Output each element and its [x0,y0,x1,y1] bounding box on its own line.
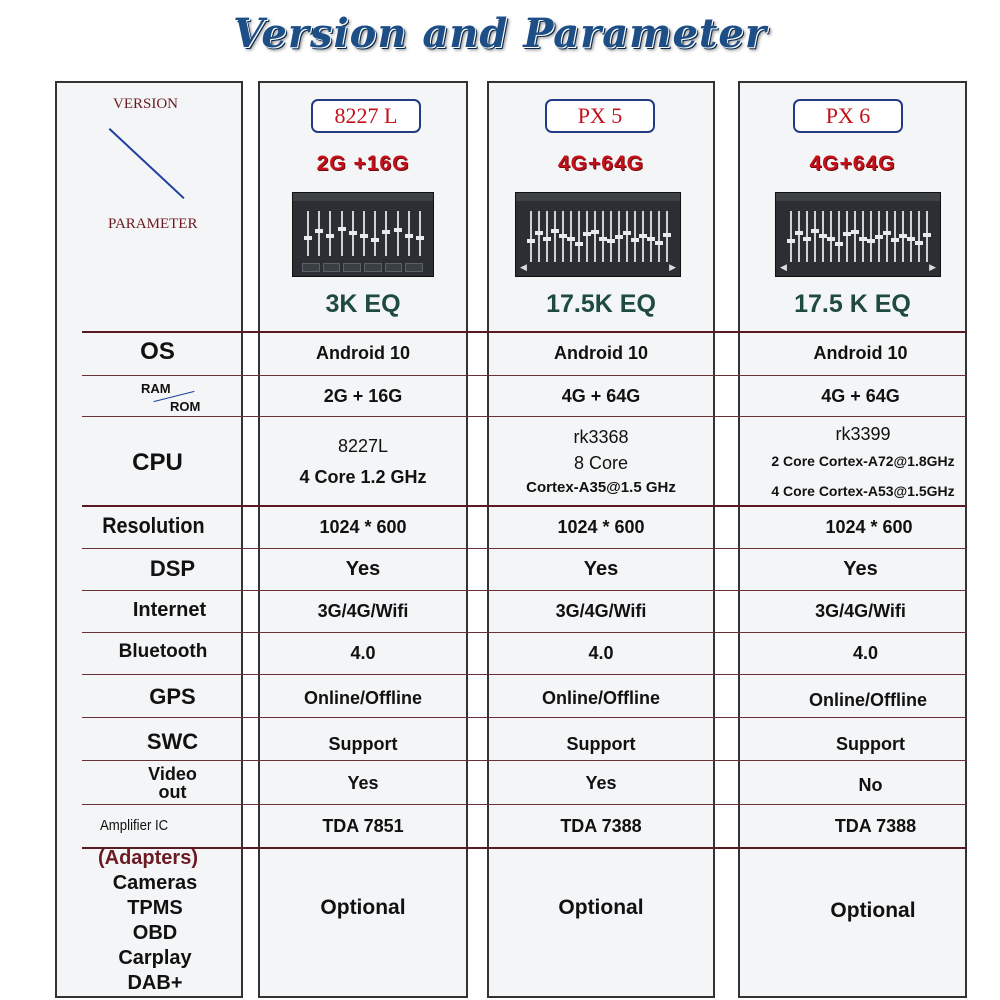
eq-slider-knob [326,234,334,238]
eq-preset-button [302,263,320,272]
eq-screenshot-px5 [515,192,681,277]
eq-slider-track [838,211,840,262]
eq-slider-knob [639,234,647,238]
cell-bluetooth-px6: 4.0 [852,643,879,664]
eq-slider-track [586,211,588,262]
adapter-item: Carplay [118,947,192,969]
eq-prev-arrow-icon: ◀ [520,262,527,272]
cell-bluetooth-8227l: 4.0 [350,643,376,664]
eq-screenshot-8227l [292,192,434,277]
eq-slider-knob [631,238,639,242]
eq-slider-knob [647,237,655,241]
eq-slider-track [854,211,856,262]
eq-slider-knob [875,235,883,239]
cell-internet-8227l: 3G/4G/Wifi [317,601,409,622]
eq-slider-knob [349,231,357,235]
row-label-dsp: DSP [149,556,196,581]
eq-slider-knob [859,237,867,241]
eq-slider-knob [907,237,915,241]
eq-slider-knob [795,231,803,235]
cpu-little-cores: 4 Core Cortex-A53@1.5GHz [771,482,955,499]
row-label-ram: RAM [141,381,171,396]
eq-slider-track [538,211,540,262]
cell-ram-px6: 4G + 64G [821,385,900,406]
cell-os-8227l: Android 10 [315,343,410,364]
eq-slider-knob [416,236,424,240]
eq-preset-button [405,263,423,272]
model-badge-8227l: 8227 L [311,99,421,133]
row-label-os: OS [140,338,175,365]
eq-slider-knob [867,239,875,243]
eq-slider-track [374,211,376,256]
corner-version-label: VERSION [113,96,179,112]
cell-ram-px5: 4G + 64G [561,385,641,406]
capacity-px6: 4G+64G [809,152,896,175]
eq-preset-button [385,263,403,272]
row-divider [82,674,967,675]
row-label-rom: ROM [170,399,201,414]
row-label-cpu: CPU [132,449,183,476]
adapter-item: OBD [132,922,178,944]
cell-resolution-8227l: 1024 * 600 [319,516,407,537]
eq-slider-knob [535,231,543,235]
cell-amplifier-8227l: TDA 7851 [322,815,404,836]
eq-slider-knob [371,238,379,242]
eq-screenshot-px6 [775,192,941,277]
cell-os-px5: Android 10 [553,343,648,364]
eq-slider-track [318,211,320,256]
cell-cpu-8227l [258,419,468,504]
eq-slider-knob [304,236,312,240]
status-bar [293,193,433,201]
cell-internet-px6: 3G/4G/Wifi [815,601,906,622]
eq-slider-knob [543,237,551,241]
eq-slider-track [626,211,628,262]
eq-slider-knob [915,241,923,245]
cell-amplifier-px5: TDA 7388 [560,815,642,836]
eq-label-px5: 17.5K EQ [546,290,656,318]
eq-label-8227l: 3K EQ [325,290,401,318]
row-label-video: Video [148,764,197,784]
cpu-chip: 8227L [337,436,389,456]
eq-slider-knob [655,241,663,245]
eq-slider-track [658,211,660,262]
eq-slider-knob [394,228,402,232]
cell-dsp-px5: Yes [583,558,619,580]
eq-slider-knob [527,239,535,243]
cell-video-px6: No [858,774,883,795]
row-label-amplifier: Amplifier IC [100,817,169,834]
cell-swc-8227l: Support [328,733,398,754]
capacity-px5: 4G+64G [558,152,644,175]
eq-slider-track [634,211,636,262]
cpu-big-cores: 2 Core Cortex-A72@1.8GHz [771,453,955,470]
row-label-video-out: out [158,782,187,802]
eq-slider-knob [607,239,615,243]
row-label-gps: GPS [149,684,196,709]
cell-bluetooth-px5: 4.0 [588,643,614,664]
cell-adapters-px6: Optional [830,898,916,922]
eq-slider-knob [405,234,413,238]
cell-dsp-px6: Yes [843,558,878,580]
adapter-item: DAB+ [127,972,183,994]
adapter-item: TPMS [127,897,183,919]
eq-slider-track [397,211,399,256]
row-label-resolution: Resolution [102,513,205,538]
cell-swc-px5: Support [566,733,636,754]
eq-slider-knob [851,230,859,234]
eq-slider-knob [923,233,931,237]
eq-slider-knob [599,237,607,241]
eq-slider-track [790,211,792,262]
eq-slider-track [846,211,848,262]
model-badge-px5: PX 5 [545,99,655,133]
eq-slider-knob [819,234,827,238]
status-bar [516,193,680,201]
page-title: Version and Parameter [233,10,767,57]
row-divider [82,416,967,417]
cpu-chip: rk3368 [573,426,629,447]
eq-slider-track [419,211,421,256]
row-label-swc: SWC [146,729,199,754]
cell-gps-8227l: Online/Offline [303,687,422,708]
cell-gps-px6: Online/Offline [808,689,927,710]
cell-amplifier-px6: TDA 7388 [834,815,917,836]
eq-next-arrow-icon: ▶ [669,262,676,272]
cpu-cores: 4 Core 1.2 GHz [299,466,427,487]
eq-prev-arrow-icon: ◀ [780,262,787,272]
cpu-chip: rk3399 [835,423,891,444]
eq-preset-button [323,263,341,272]
eq-slider-knob [803,237,811,241]
eq-slider-track [594,211,596,262]
eq-slider-knob [315,229,323,233]
row-label-internet: Internet [132,599,207,621]
eq-slider-knob [591,230,599,234]
eq-slider-track [894,211,896,262]
eq-slider-knob [811,229,819,233]
model-badge-px6: PX 6 [793,99,903,133]
cell-adapters-8227l: Optional [320,895,406,919]
eq-preset-button [343,263,361,272]
eq-slider-track [798,211,800,262]
eq-slider-knob [827,237,835,241]
eq-slider-knob [567,237,575,241]
cell-video-px5: Yes [585,772,617,793]
cell-gps-px5: Online/Offline [541,687,660,708]
eq-preset-button [364,263,382,272]
capacity-8227l: 2G +16G [316,152,410,175]
eq-slider-knob [575,242,583,246]
eq-slider-track [554,211,556,262]
eq-label-px6: 17.5 K EQ [794,290,911,318]
eq-slider-knob [615,235,623,239]
eq-slider-track [530,211,532,262]
row-label-bluetooth: Bluetooth [118,641,208,662]
eq-slider-track [814,211,816,262]
eq-slider-track [886,211,888,262]
cpu-cores: 8 Core [573,453,629,474]
eq-slider-knob [891,238,899,242]
eq-slider-track [578,211,580,262]
cell-video-8227l: Yes [347,772,379,793]
eq-slider-knob [551,229,559,233]
cell-ram-8227l: 2G + 16G [323,385,403,406]
adapter-item: Cameras [112,872,198,894]
eq-slider-track [870,211,872,262]
eq-slider-knob [883,231,891,235]
cell-adapters-px5: Optional [558,895,644,919]
cpu-arch: Cortex-A35@1.5 GHz [526,478,676,496]
cell-swc-px6: Support [836,733,905,754]
eq-next-arrow-icon: ▶ [929,262,936,272]
eq-slider-track [307,211,309,256]
eq-slider-track [610,211,612,262]
eq-slider-knob [382,230,390,234]
cell-internet-px5: 3G/4G/Wifi [555,601,647,622]
eq-slider-knob [559,234,567,238]
row-label-adapters: (Adapters) [97,847,198,869]
eq-slider-knob [899,234,907,238]
corner-parameter-label: PARAMETER [108,216,198,232]
cell-cpu-px5 [487,419,715,504]
eq-slider-knob [835,242,843,246]
eq-slider-knob [843,232,851,236]
status-bar [776,193,940,201]
eq-slider-track [918,211,920,262]
eq-slider-track [341,211,343,256]
cell-os-px6: Android 10 [813,343,908,364]
eq-slider-knob [663,233,671,237]
cell-cpu-px6 [738,419,988,504]
eq-slider-knob [623,231,631,235]
eq-slider-knob [338,227,346,231]
cell-dsp-8227l: Yes [345,558,381,580]
cell-resolution-px6: 1024 * 600 [825,516,913,537]
eq-slider-knob [787,239,795,243]
eq-slider-knob [360,234,368,238]
cell-resolution-px5: 1024 * 600 [557,516,645,537]
eq-slider-knob [583,232,591,236]
